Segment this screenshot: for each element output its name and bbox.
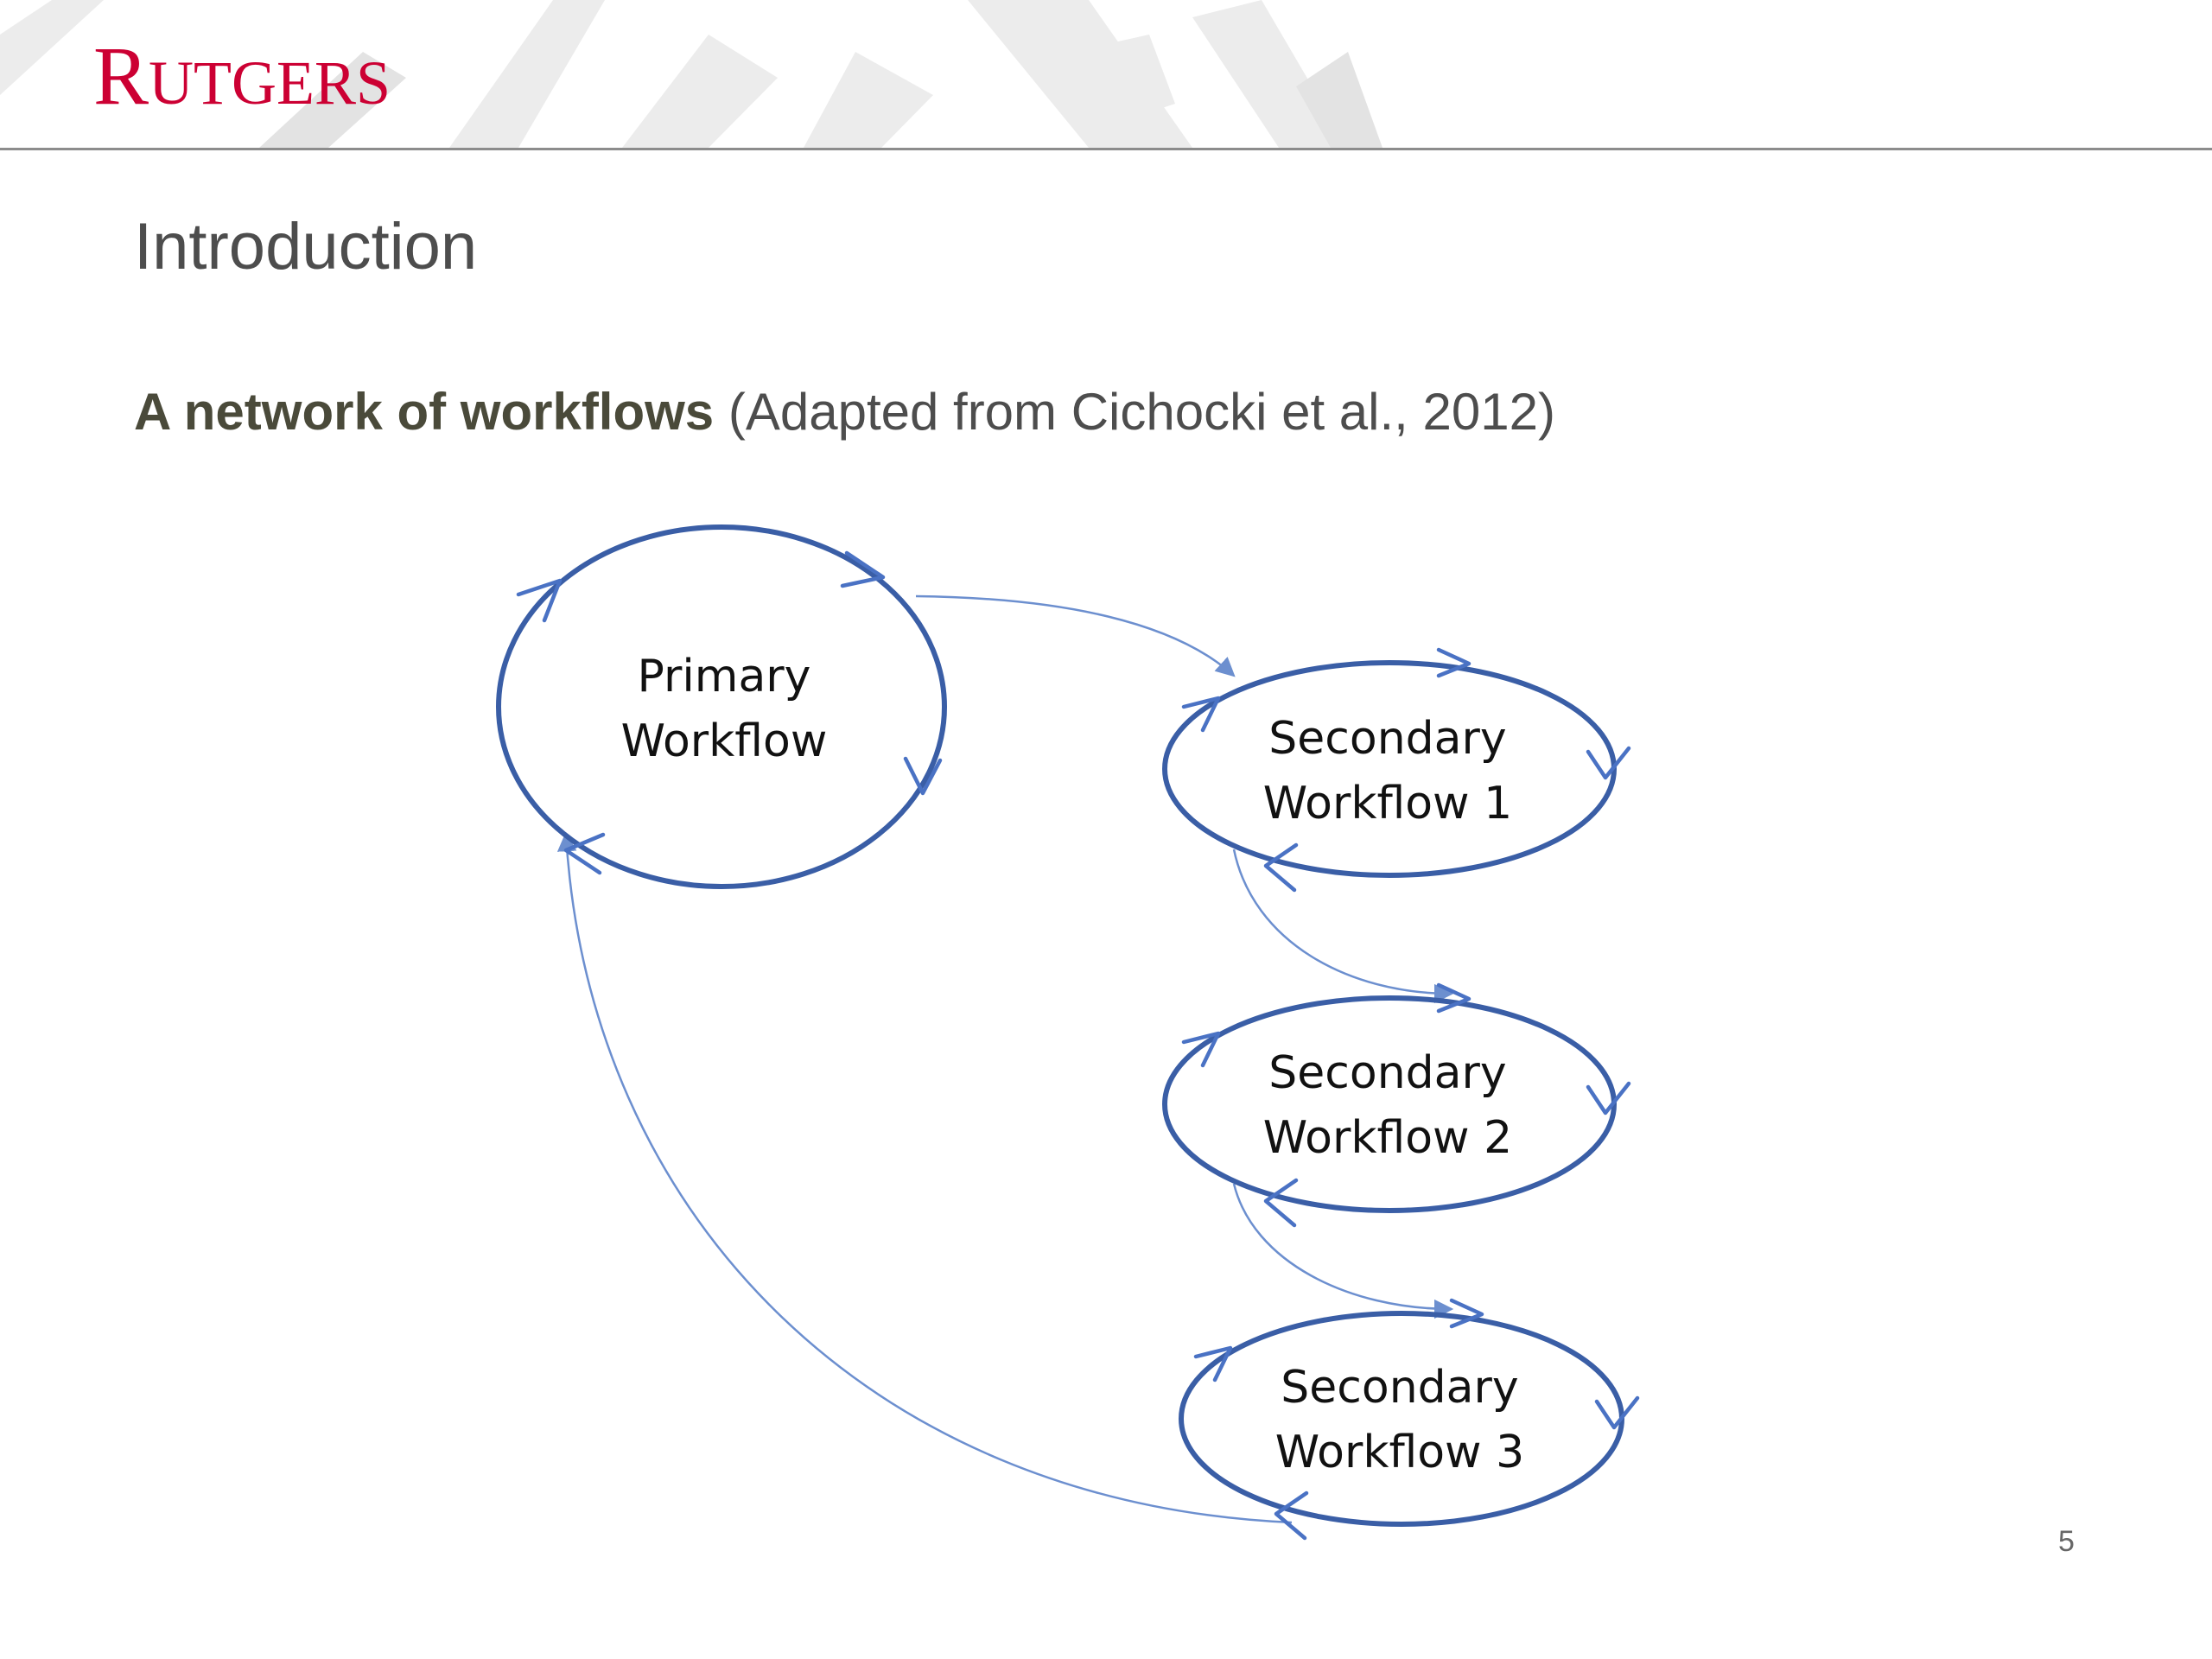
secondary-workflow-2-label-line2: Workflow 2 [1262, 1112, 1513, 1164]
subtitle-bold: A network of workflows [134, 383, 715, 441]
cycle-arrow-icon [1439, 985, 1469, 1011]
edge-primary-to-secondary1 [916, 596, 1234, 676]
primary-workflow-label-line2: Workflow [620, 715, 828, 767]
cycle-arrow-icon [1276, 1493, 1306, 1538]
secondary-workflow-2-label-line1: Secondary [1268, 1047, 1507, 1099]
cycle-arrow-icon [1266, 845, 1296, 890]
secondary-workflow-3-label-line1: Secondary [1281, 1362, 1519, 1414]
page-number: 5 [2058, 1525, 2075, 1558]
primary-workflow-label-line1: Primary [637, 651, 811, 702]
secondary-workflow-1-label-line1: Secondary [1268, 713, 1507, 765]
cycle-arrow-icon [1452, 1300, 1482, 1326]
secondary-workflow-3-ellipse [1181, 1313, 1622, 1524]
primary-workflow-ellipse [499, 527, 944, 887]
cycle-arrow-icon [1439, 650, 1469, 676]
secondary-workflow-1-label-line2: Workflow 1 [1262, 778, 1513, 830]
secondary-workflow-2-ellipse [1165, 998, 1614, 1211]
node-secondary-workflow-3 [1181, 1300, 1637, 1538]
subtitle-citation: (Adapted from Cichocki et al., 2012) [728, 383, 1555, 441]
node-primary-workflow [499, 527, 944, 887]
slide-title: Introduction [134, 210, 478, 283]
secondary-workflow-1-ellipse [1165, 663, 1614, 875]
secondary-workflow-3-label-line2: Workflow 3 [1274, 1427, 1525, 1478]
cycle-arrow-icon [1588, 748, 1629, 778]
cycle-arrow-icon [1266, 1180, 1296, 1225]
rutgers-logo: RUTGERS [93, 29, 391, 122]
cycle-arrow-icon [1588, 1084, 1629, 1113]
